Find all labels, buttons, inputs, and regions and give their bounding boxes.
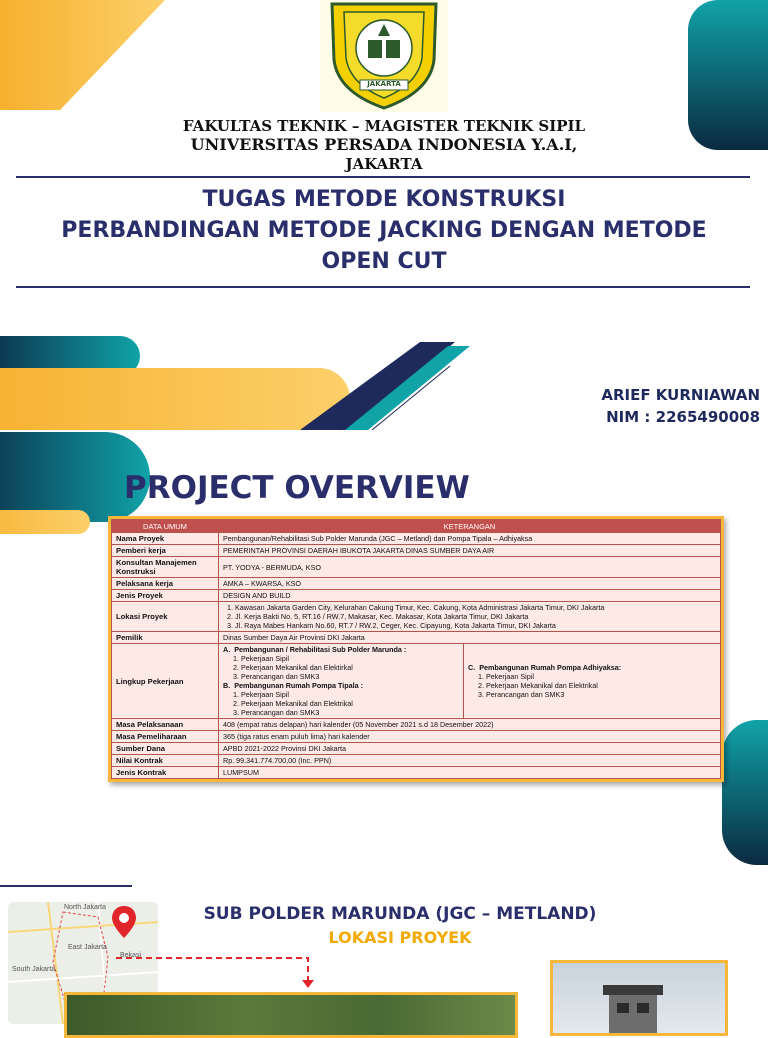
table-row — [112, 545, 721, 557]
map-section-subtitle: LOKASI PROYEK — [328, 928, 472, 947]
dashed-connector — [100, 940, 320, 1000]
row-value: A. Pembangunan / Rehabilitasi Sub Polder Marunda : 1. Pekerjaan Sipil 2. Pekerjaan Mekanikal dan Elektirkal 3. Perancangan dan SMK3 B. Pembangunan Rumah Pompa Tipala : 1. Pekerjaan Sipil 2. Pekerjaan Mekanikal dan Elektrikal 3. Perancangan dan SMK3 — [219, 644, 464, 719]
map-label: North Jakarta — [64, 904, 107, 911]
list-item: 3. Perancangan dan SMK3 — [241, 672, 459, 681]
table-row — [112, 743, 721, 755]
table-row — [112, 557, 721, 578]
row-key: Nama Proyek — [112, 533, 219, 545]
city-heading: JAKARTA — [345, 155, 423, 173]
row-key: Masa Pemeliharaan — [112, 731, 219, 743]
row-key: Pemberi kerja — [112, 545, 219, 557]
row-value: C. Pembangunan Rumah Pompa Adhiyaksa: 1. Pekerjaan Sipil 2. Pekerjaan Mekanikal dan Elektrikal 3. Perancangan dan SMK3 — [464, 644, 721, 719]
row-value: PT. YODYA - BERMUDA, KSO — [219, 557, 721, 578]
title-line-2: PERBANDINGAN METODE JACKING DENGAN METODE — [61, 218, 707, 243]
list-item: 3. Jl. Raya Mabes Hankam No.60, RT.7 / RW.2, Ceger, Kec. Cipayung, Kota Jakarta Timur, DKI Jakarta — [235, 621, 716, 630]
logo-banner-text: JAKARTA — [367, 80, 401, 88]
table-row — [112, 731, 721, 743]
row-key: Konsultan Manajemen Konstruksi — [112, 557, 219, 578]
table-header-row — [112, 520, 721, 533]
list-item: 1. Pekerjaan Sipil — [486, 672, 716, 681]
map-pin-icon — [112, 906, 136, 938]
row-value: 408 (empat ratus delapan) hari kalender (05 November 2021 s.d 18 Desember 2022) — [219, 719, 721, 731]
list-item: 3. Perancangan dan SMK3 — [486, 690, 716, 699]
row-key: Lingkup Pekerjaan — [112, 644, 219, 719]
list-item: 2. Pekerjaan Mekanikal dan Elektrikal — [241, 699, 459, 708]
university-logo — [320, 0, 448, 112]
title-rule-bottom — [16, 286, 750, 288]
table-header-keterangan: KETERANGAN — [219, 520, 721, 533]
map-section-title: SUB POLDER MARUNDA (JGC – METLAND) — [203, 904, 597, 924]
row-value: Rp. 99.341.774.700,00 (Inc. PPN) — [219, 755, 721, 767]
table-row — [112, 533, 721, 545]
mid-gold-band — [0, 368, 350, 430]
left-gold-pill — [0, 510, 90, 534]
project-table — [111, 519, 721, 779]
list-item: 2. Jl. Kerja Bakti No. 5, RT.16 / RW.7, Makasar, Kec. Makasar, Kota Jakarta Timur, DKI Jakarta — [235, 612, 716, 621]
author-name: ARIEF KURNIAWAN — [601, 386, 760, 404]
list-item: 2. Pekerjaan Mekanikal dan Elektirkal — [241, 663, 459, 672]
row-value: APBD 2021-2022 Provinsi DKI Jakarta — [219, 743, 721, 755]
list-item: 1. Kawasan Jakarta Garden City, Kelurahan Cakung Timur, Kec. Cakung, Kota Administrasi Jakarta Timur, DKI Jakarta — [235, 603, 716, 612]
table-row — [112, 602, 721, 632]
row-value: Pembangunan/Rehabilitasi Sub Polder Marunda (JGC – Metland) dan Pompa Tipala – Adhiyaksa — [219, 533, 721, 545]
list-item: 2. Pekerjaan Mekanikal dan Elektrikal — [486, 681, 716, 690]
faculty-heading: FAKULTAS TEKNIK – MAGISTER TEKNIK SIPIL — [182, 117, 586, 135]
table-row — [112, 719, 721, 731]
row-value: Dinas Sumber Daya Air Provinsi DKI Jakarta — [219, 632, 721, 644]
list-item: 1. Pekerjaan Sipil — [241, 690, 459, 699]
row-value: DESIGN AND BUILD — [219, 590, 721, 602]
map-label: South Jakarta — [12, 966, 56, 973]
row-key: Lokasi Proyek — [112, 602, 219, 632]
row-key: Pemilik — [112, 632, 219, 644]
lokasi-list — [223, 603, 716, 630]
title-line-1: TUGAS METODE KONSTRUKSI — [202, 187, 566, 212]
row-key: Pelaksana kerja — [112, 578, 219, 590]
lingkup-a-title: Pembangunan / Rehabilitasi Sub Polder Marunda : — [234, 645, 407, 654]
row-value: PEMERINTAH PROVINSI DAERAH IBUKOTA JAKARTA DINAS SUMBER DAYA AIR — [219, 545, 721, 557]
lingkup-b-title: Pembangunan Rumah Pompa Tipala : — [234, 681, 364, 690]
table-row — [112, 755, 721, 767]
row-value — [219, 602, 721, 632]
row-value: 365 (tiga ratus enam puluh lima) hari kalender — [219, 731, 721, 743]
row-value: AMKA – KWARSA, KSO — [219, 578, 721, 590]
row-value: LUMPSUM — [219, 767, 721, 779]
table-row — [112, 590, 721, 602]
project-table-card — [108, 516, 724, 782]
table-row — [112, 578, 721, 590]
pump-house-photo — [550, 960, 728, 1036]
top-left-gold-shape — [0, 0, 165, 110]
aerial-site-photo — [64, 992, 518, 1038]
table-header-data-umum: DATA UMUM — [112, 520, 219, 533]
row-key: Nilai Kontrak — [112, 755, 219, 767]
section-title: PROJECT OVERVIEW — [124, 470, 470, 506]
list-item: 1. Pekerjaan Sipil — [241, 654, 459, 663]
map-label: Bekasi — [120, 952, 142, 959]
row-key: Masa Pelaksanaan — [112, 719, 219, 731]
table-row — [112, 767, 721, 779]
table-row — [112, 632, 721, 644]
author-nim: NIM : 2265490008 — [606, 408, 760, 426]
table-row — [112, 644, 721, 719]
title-line-3: OPEN CUT — [321, 249, 447, 274]
title-rule-top — [16, 176, 750, 178]
lingkup-c-title: Pembangunan Rumah Pompa Adhiyaksa: — [479, 663, 622, 672]
row-key: Jenis Kontrak — [112, 767, 219, 779]
university-heading: UNIVERSITAS PERSADA INDONESIA Y.A.I, — [190, 135, 578, 154]
right-teal-pill — [722, 720, 768, 865]
map-label: East Jakarta — [68, 944, 107, 951]
row-key: Sumber Dana — [112, 743, 219, 755]
row-key: Jenis Proyek — [112, 590, 219, 602]
list-item: 3. Perancangan dan SMK3 — [241, 708, 459, 717]
